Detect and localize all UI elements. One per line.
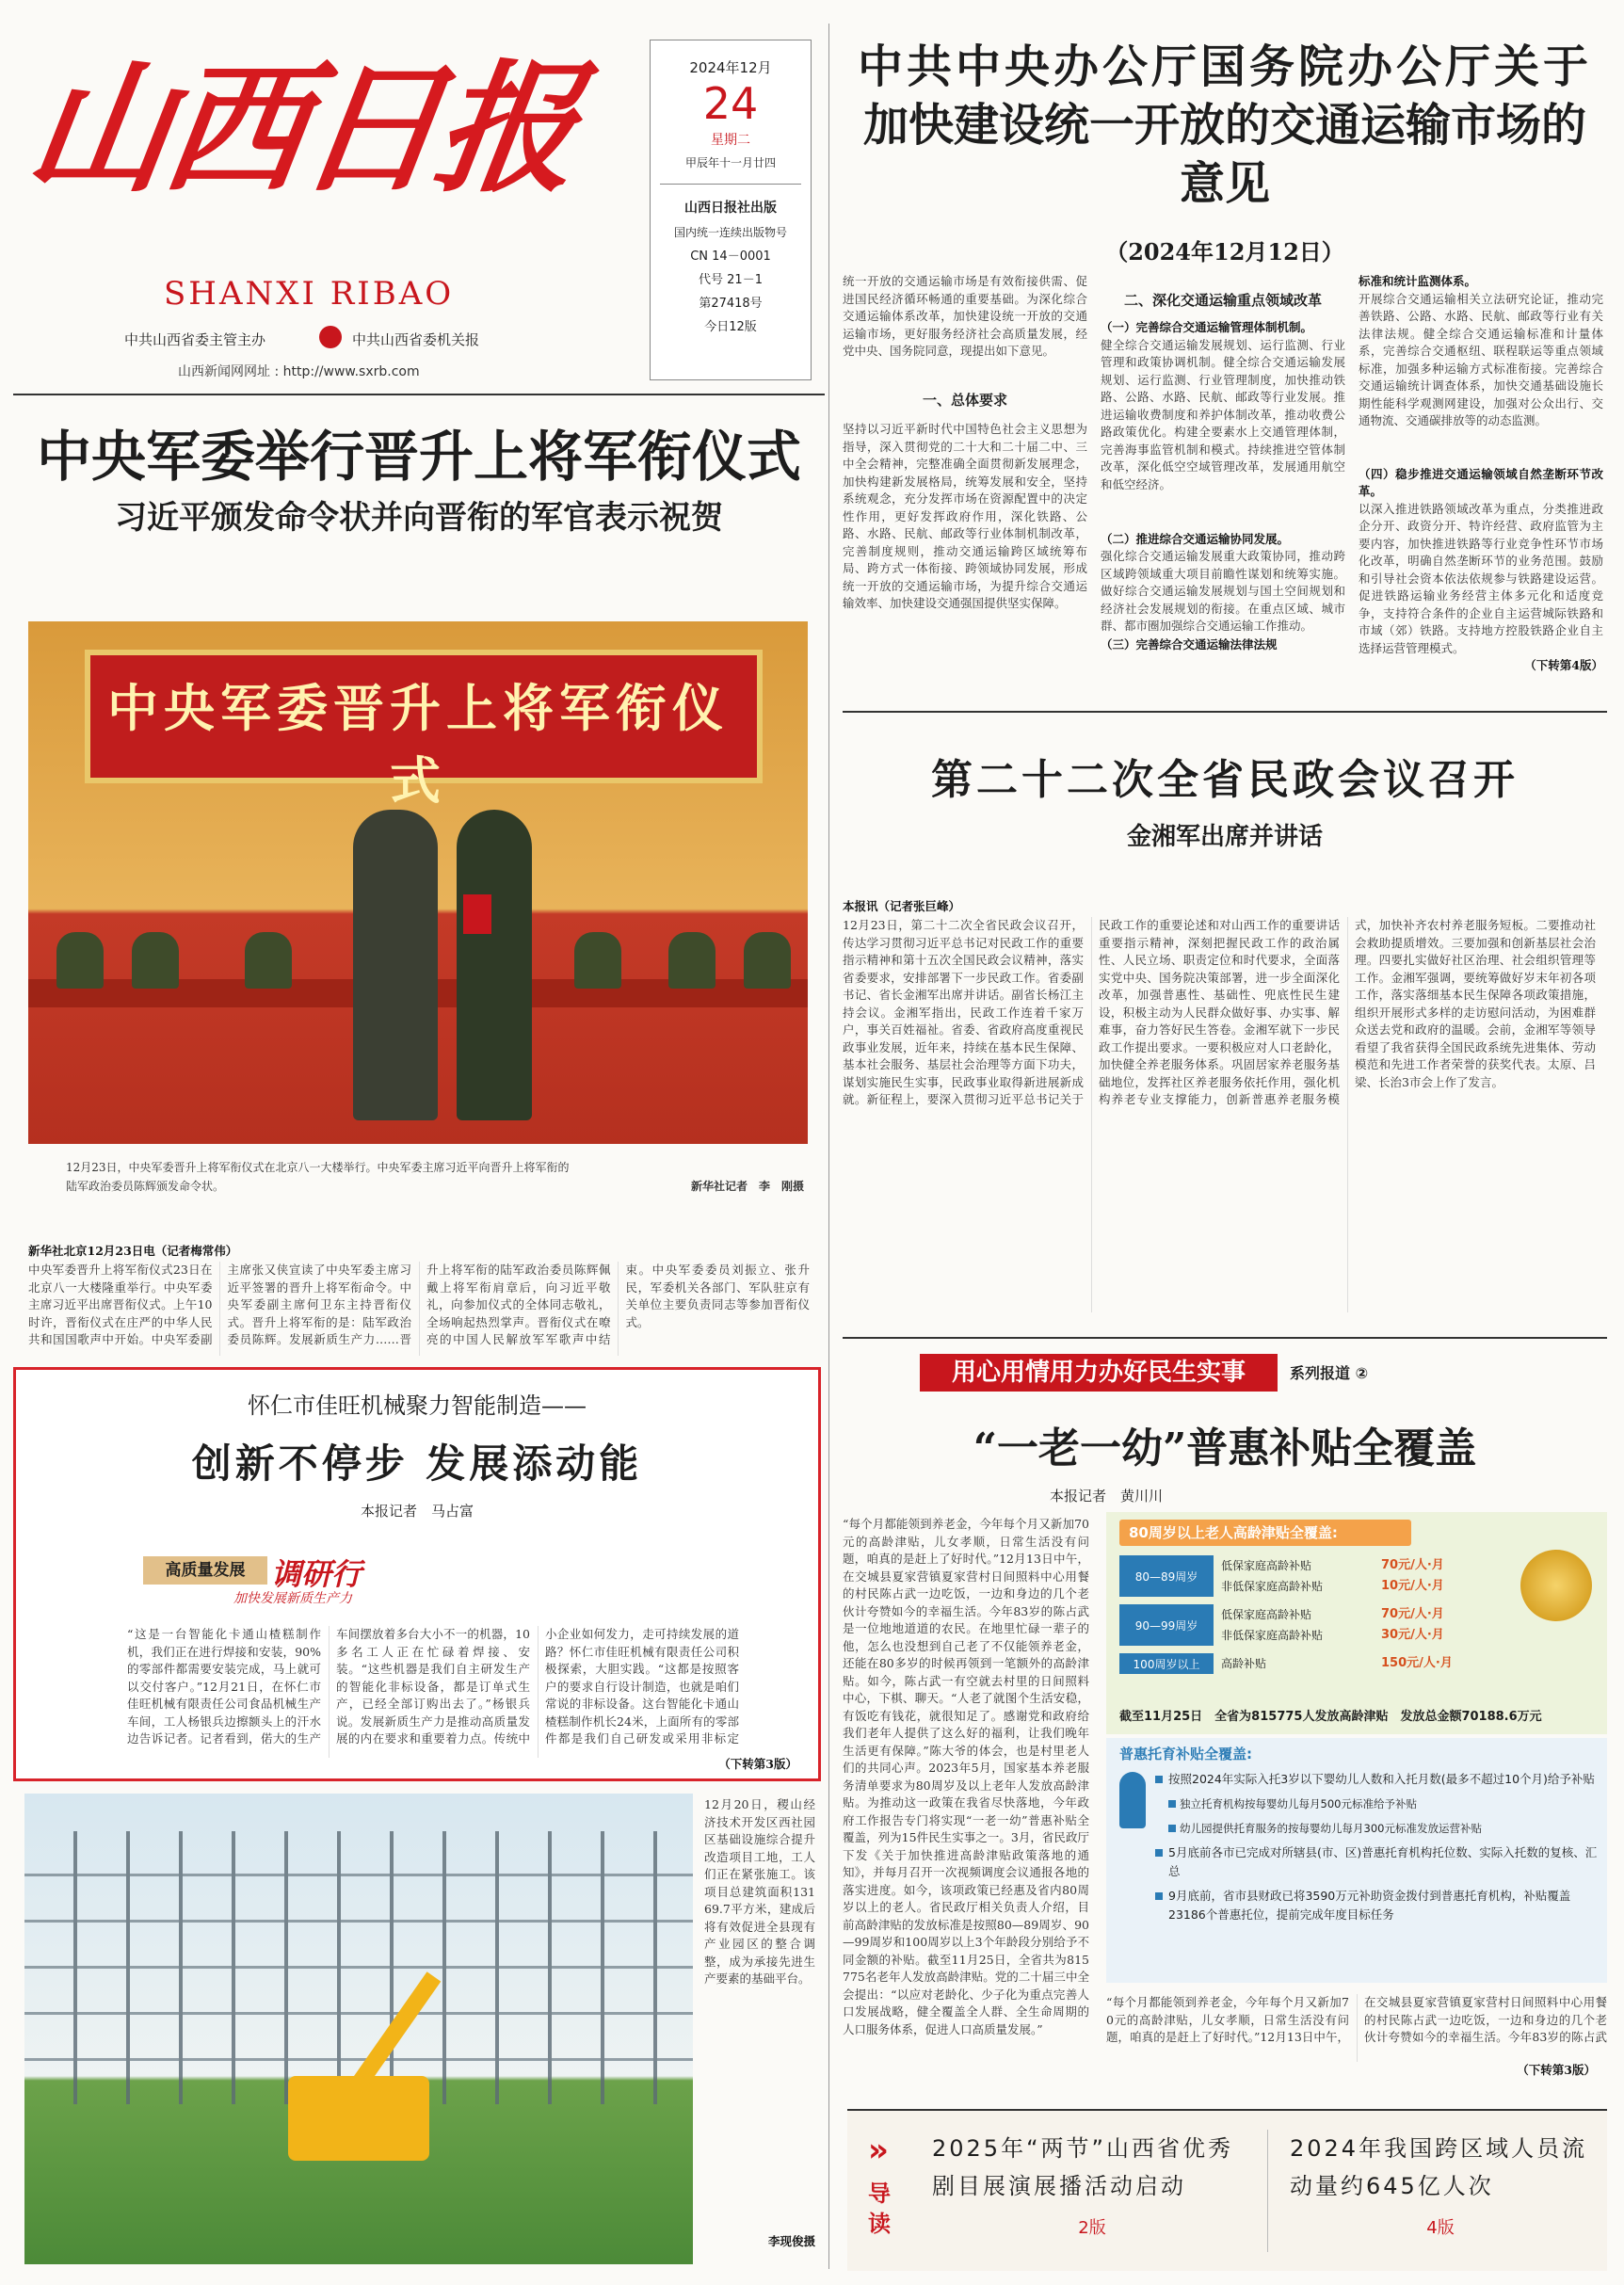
army-byline: 新华社北京12月23日电（记者梅常伟） [28, 1244, 238, 1258]
date-day: 24 [702, 78, 759, 129]
construction-credit: 李现俊摄 [767, 2234, 815, 2248]
guide-label: 导读 [868, 2180, 891, 2237]
childcare-subsidy-box [1106, 1738, 1607, 1983]
feature-badge [143, 1551, 444, 1611]
army-article [13, 410, 825, 1360]
guide-chevron-icon: » [868, 2132, 889, 2169]
childcare-items [1155, 1770, 1598, 1930]
elderly-subsidy-type: 低保家庭高龄补贴 [1221, 1559, 1312, 1572]
sponsor-right: 中共山西省委机关报 [352, 331, 480, 348]
elderly-age-group: 80—89周岁 [1119, 1555, 1214, 1597]
photo-caption: 12月23日，中央军委晋升上将军衔仪式在北京八一大楼举行。中央军委主席习近平向晋升上将军衔的陆军政治委员陈辉颁发命令状。 [66, 1161, 570, 1193]
masthead [13, 13, 639, 380]
childcare-item: 5月底前各市已完成对所辖县(市、区)普惠托育机构托位数、实际入托数的复核、汇总 [1155, 1843, 1598, 1881]
standing-figure-left [353, 810, 438, 1120]
feature-box [13, 1367, 821, 1781]
elderly-subsidy-amount: 30元/人·月 [1381, 1628, 1444, 1642]
army-text: 中央军委晋升上将军衔仪式23日在北京八一大楼隆重举行。中央军委主席习近平出席晋衔仪式。上午10时许，晋衔仪式在庄严的中华人民共和国国歌声中开始。中央军委副主席张又侠宣读了中央军委主席习近平签署的晋升上将军衔命令。中央军委副主席何卫东主持晋衔仪式。晋升上将军衔的是：陆军政治委员陈辉。发展新质生产力……晋升上将军衔的陆军政治委员陈辉佩戴上将军衔肩章后，向习近平敬礼，向参加仪式的全体同志敬礼，全场响起热烈掌声。晋衔仪式在嘹亮的中国人民解放军军歌声中结束。中央军委委员刘振立、张升民，军委机关各部门、军队驻京有关单位主要负责同志等参加晋衔仪式。 [28, 1263, 810, 1346]
lead-sub-4: 标准和统计监测体系。 [1359, 274, 1477, 288]
lead-continue: （下转第4版） [1524, 657, 1603, 672]
elderly-box-title: 80周岁以上老人高龄津贴全覆盖: [1119, 1520, 1411, 1546]
civil-text: 12月23日，第二十二次全省民政会议召开，传达学习贯彻习近平总书记对民政工作的重要指示精神和第十五次全国民政会议精神，落实省委要求，安排部署下一步民政工作。省委副书记、省长金湘军出席并讲话。副省长杨江主持会议。金湘军指出，民政工作连着千家万户，事关百姓福祉。省委、省政府高度重视民政事业发展，近年来，持续在基本民生保障、基本社会服务、基层社会治理等方面下功夫，谋划实施民生实事，民政事业取得新进展新成就。新征程上，要深入贯彻习近平总书记关于民政工作的重要论述和对山西工作的重要讲话重要指示精神，深刻把握民政工作的政治属性、人民立场、职责定位和时代要求，全面落实党中央、国务院决策部署，进一步全面深化改革，加强普惠性、基础性、兜底性民生建设，积极主动为人民群众做好事、办实事、解难事，奋力答好民生答卷。金湘军就下一步民政工作提出要求。一要积极应对人口老龄化，加快健全养老服务体系。巩固居家养老服务基础地位，发挥社区养老服务依托作用，强化机构养老专业支撑能力，创新普惠养老服务模式，加快补齐农村养老服务短板。二要推动社会救助提质增效。三要加强和创新基层社会治理。四要扎实做好社区治理、社会组织管理等工作。金湘军强调，要统筹做好岁末年初各项工作，落实落细基本民生保障各项政策措施，组织开展形式多样的走访慰问活动，为困难群众送去党和政府的温暖。会前，金湘军等领导看望了我省获得全国民政系统先进集体、劳动模范和先进工作者荣誉的获奖代表。太原、吕梁、长治3市会上作了发言。 [843, 918, 1596, 1106]
page-count: 今日12版 [704, 320, 757, 334]
lead-text-coord: 强化综合交通运输发展重大政策协同，推动跨区域跨领域重大项目前瞻性谋划和统筹实施。做好综合交通运输发展规划与国土空间规划和经济社会发展规划的衔接。在重点区域、城市群、都市圈加强综合交通运输工作推动。 [1101, 549, 1345, 633]
feature-text: “这是一台智能化卡通山楂糕制作机，我们正在进行焊接和安装，90%的零部件都需要安装完成，马上就可以交付客户。”12月21日，在怀仁市佳旺机械有限责任公司食品机械生产车间，工人杨银兵边擦额头上的汗水边告诉记者。记者看到，偌大的生产车间摆放着多台大小不一的机器，10多名工人正在忙碌着焊接、安装。“这些机器是我们自主研发生产的智能化非标设备，都是订单式生产，已经全部订购出去了。”杨银兵说。发展新质生产力是推动高质量发展的内在要求和重要着力点。传统中小企业如何发力，走可持续发展的道路？怀仁市佳旺机械有限责任公司积极探索，大胆实践。“这都是按照客户的要求自行设计制造，也就是咱们常说的非标设备。这台智能化卡通山楂糕制作机长24米，上面所有的零部件都是我们自己研发或采用非标定 [127, 1627, 739, 1746]
lead-section-two: 二、深化交通运输重点领域改革 [1123, 292, 1322, 309]
elderly-subsidy-type: 高龄补贴 [1221, 1657, 1267, 1670]
certificate [463, 894, 491, 934]
lead-date: （2024年12月12日） [1105, 238, 1344, 266]
lead-text-principles: 坚持以习近平新时代中国特色社会主义思想为指导，深入贯彻党的二十大和二十届二中、三中全会精神，完整准确全面贯彻新发展理念，加快构建新发展格局，统筹发展和安全，坚持系统观念，充分发挥市场在资源配置中的决定性作用，更好发挥政府作用，深化铁路、公路、水路、民航、邮政等行业体制机制改革，完善制度规则，推动交通运输跨区域统筹布局、跨方式一体衔接、跨领域协同发展，形成统一开放的交通运输市场，为提升综合交通运输效率、加快建设交通强国提供坚实保障。 [843, 422, 1087, 610]
bullet-icon [1155, 1892, 1163, 1900]
elderly-age-group: 90—99周岁 [1119, 1604, 1214, 1646]
lead-sub-1: （一）完善综合交通运输管理体制机制。 [1101, 320, 1313, 334]
elderly-rows [1119, 1555, 1496, 1682]
sponsor-left: 中共山西省委主管主办 [124, 331, 266, 348]
website: 山西新闻网网址 : http://www.sxrb.com [178, 364, 420, 379]
series-title: 用心用情用力办好民生实事 [920, 1354, 1278, 1392]
bullet-icon [1168, 1800, 1176, 1808]
elderly-subsidy-amount: 70元/人·月 [1381, 1558, 1444, 1572]
lunar-date: 甲辰年十一月廿四 [684, 156, 776, 169]
childcare-item: 独立托育机构按每婴幼儿每月500元标准给予补贴 [1155, 1794, 1598, 1813]
guide-box [847, 2109, 1607, 2271]
officer-figure [744, 932, 791, 989]
guide-item-2-title[interactable]: 2024年我国跨区域人员流动量约645亿人次 [1290, 2135, 1588, 2199]
guide-item-1-page[interactable]: 2版 [1078, 2218, 1106, 2238]
childcare-item: 按照2024年实际入托3岁以下婴幼儿人数和入托月数(最多不超过10个月)给予补贴 [1155, 1770, 1598, 1789]
army-subhead: 习近平颁发命令状并向晋衔的军官表示祝贺 [115, 499, 723, 537]
elderly-age-group: 100周岁以上 [1119, 1653, 1214, 1674]
series-label: 系列报道 ② [1290, 1364, 1369, 1382]
guide-item-1-title[interactable]: 2025年“两节”山西省优秀剧目展演展播活动启动 [932, 2135, 1233, 2199]
lead-text-system: 健全综合交通运输发展规划、运行监测、行业管理和政策协调机制。健全综合交通运输发展规划、运行监测、行业管理制度，加快推动铁路、公路、水路、民航、邮政等行业发展。推进运输收费制度和养护体制改革，推动收费公路政策优化。构建全要素水上交通管理体制，完善海事监管机制和模式。持续推进空管体制改革，深化低空空域管理改革，发展通用航空和低空经济。 [1101, 337, 1345, 491]
elderly-subsidy-type: 非低保家庭高龄补贴 [1221, 1629, 1324, 1642]
officer-figure [132, 932, 179, 989]
elderly-subsidy-amount: 150元/人·月 [1381, 1656, 1453, 1670]
party-emblem-icon [319, 326, 342, 348]
bullet-icon [1168, 1825, 1176, 1832]
construction-caption: 12月20日，稷山经济技术开发区西社园区基础设施综合提升改造项目工地，工人们正在紧张施工。该项目总建筑面积13169.7平方米，建成后将有效促进全县现有产业园区的整合调整，成为承接先进生产要素的基础平台。 [704, 1797, 815, 1986]
subsidy-headline: “一老一幼”普惠补贴全覆盖 [973, 1424, 1477, 1472]
officer-figure [245, 932, 292, 989]
masthead-title: 山西日报 [18, 46, 585, 212]
childcare-item: 9月底前，省市县财政已将3590万元补助资金拨付到普惠托育机构，补贴覆盖23186个普惠托位，提前完成年度目标任务 [1155, 1887, 1598, 1924]
issn-label: 国内统一连续出版物号 [673, 226, 787, 239]
lead-headline-2: 加快建设统一开放的交通运输市场的意见 [862, 99, 1586, 210]
subsidy-continue: （下转第3版） [1517, 2063, 1596, 2077]
lead-section-general: 一、总体要求 [922, 392, 1007, 409]
elderly-row [1119, 1555, 1496, 1597]
lead-text-standards: 开展综合交通运输相关立法研究论证，推动完善铁路、公路、水路、民航、邮政等行业有关法律法规。健全综合交通运输标准和计量体系，完善综合交通枢纽、联程联运等重点领域标准，加强多种运输方式标准衔接。完善综合交通运输统计调查体系，加快交通基础设施长期性能科学观测网建设，加强对公众出行、交通物流、交通碳排放等的动态监测。 [1359, 291, 1603, 427]
steel-frame [24, 1831, 693, 2104]
elderly-row [1119, 1653, 1496, 1674]
masthead-roman: SHANXI RIBAO [164, 275, 455, 313]
subsidy-text-2: “每个月都能领到养老金，今年每个月又新加70元的高龄津贴，儿女孝顺，日常生活没有问题，咱真的是赶上了好时代。”12月13日中午，在交城县夏家营镇夏家营村日间照料中心用餐的村民陈占武一边吃饭，一边和身边的几个老伙计夸赞如今的幸福生活。今年83岁的陈占武 [1106, 1995, 1607, 2044]
weekday: 星期二 [711, 133, 750, 148]
cn-number: CN 14－0001 [690, 249, 771, 264]
date-info-box [650, 40, 812, 380]
lead-headline-1: 中共中央办公厅国务院办公厅关于 [857, 40, 1592, 93]
lead-article [843, 38, 1607, 711]
childcare-item: 幼儿园提供托育服务的按每婴幼儿每月300元标准发放运营补贴 [1155, 1819, 1598, 1838]
civil-subhead: 金湘军出席并讲话 [1126, 823, 1323, 851]
photo-banner-text: 中央军委晋升上将军衔仪式 [107, 679, 729, 811]
officer-figure [56, 932, 104, 989]
child-icon [1119, 1772, 1146, 1828]
ceremony-photo [28, 621, 808, 1144]
subsidy-byline: 本报记者 黄川川 [1049, 1488, 1163, 1505]
subsidy-text-1: “每个月都能领到养老金，今年每个月又新加70元的高龄津贴，儿女孝顺，日常生活没有问题，咱真的是赶上了好时代。”12月13日中午，在交城县夏家营镇夏家营村日间照料中心用餐的村民陈占武一边吃饭，一边和身边的几个老伙计夸赞如今的幸福生活。今年83岁的陈占武是一位地地道道的农民。在地里忙碌一辈子的他，怎么也没想到自己老了不仅能领养老金，还能在80多岁的时候再领到一笔额外的高龄津贴。如今，陈占武一有空就去村里的日间照料中心，下棋、聊天。“人老了就图个生活安稳，有饭吃有钱花，就很知足了。感谢党和政府给我们老年人提供了这么好的福利，让我们晚年生活更有保障。”陈大爷的体会，也是村里老人们的共同心声。2023年5月，国家基本养老服务清单要求为80周岁及以上老年人发放高龄津贴。为推动这一政策在我省尽快落地，今年政府工作报告专门将实现“一老一幼”普惠补贴全覆盖，列为15件民生实事之一。3月，省民政厅下发《关于加快推进高龄津贴政策落地的通知》，并每月召开一次视频调度会议通报各地的落实进度。如今，该项政策已经惠及省内80周岁以上的老人。省民政厅相关负责人介绍，目前高龄津贴的发放标准是按照80—89周岁、90—99周岁和100周岁以上3个年龄段分别给予不同金额的补贴。截至11月25日，全省共为815775名老年人发放高龄津贴。党的二十届三中全会提出：“以应对老龄化、少子化为重点完善人口发展战略，健全覆盖全人群、全生命周期的人口服务体系，促进人口高质量发展。” [843, 1517, 1089, 2036]
officer-figure [668, 932, 716, 989]
feature-byline: 本报记者 马占富 [360, 1503, 474, 1520]
army-headline: 中央军委举行晋升上将军衔仪式 [36, 425, 801, 489]
feature-continue: （下转第3版） [718, 1757, 797, 1771]
elderly-box-footer: 截至11月25日 全省为815775人发放高龄津贴 发放总金额70188.6万元 [1119, 1710, 1542, 1724]
issue-number: 第27418号 [699, 297, 763, 311]
subsidy-article [843, 1346, 1607, 2100]
date-line: 2024年12月 [689, 59, 772, 76]
elderly-subsidy-box [1106, 1512, 1607, 1734]
standing-figure-right [457, 810, 532, 1120]
civil-article [843, 725, 1607, 1328]
lead-intro: 统一开放的交通运输市场是有效衔接供需、促进国民经济循环畅通的重要基础。为深化综合交通运输体系改革，加快建设统一开放的交通运输市场，更好服务经济社会高质量发展，经党中央、国务院同意，现提出如下意见。 [843, 274, 1087, 358]
bullet-icon [1155, 1849, 1163, 1857]
lead-sub-3: （三）完善综合交通运输法律法规 [1101, 637, 1278, 652]
elderly-subsidy-amount: 70元/人·月 [1381, 1607, 1444, 1621]
coins-graphic [1520, 1550, 1592, 1621]
civil-byline: 本报讯（记者张巨峰） [843, 899, 961, 913]
feature-kicker: 怀仁市佳旺机械聚力智能制造—— [248, 1392, 587, 1419]
construction-photo [24, 1794, 693, 2264]
postal-code: 代号 21－1 [699, 273, 763, 287]
photo-credit: 新华社记者 李 刚摄 [690, 1180, 804, 1193]
civil-headline: 第二十二次全省民政会议召开 [931, 756, 1519, 804]
feature-headline: 创新不停步 发展添动能 [191, 1440, 643, 1487]
publisher: 山西日报社出版 [684, 201, 777, 216]
lead-sub-5: （四）稳步推进交通运输领域自然垄断环节改革。 [1359, 466, 1603, 498]
bullet-icon [1155, 1776, 1163, 1783]
lead-text-monopoly: 以深入推进铁路领域改革为重点，分类推进政企分开、政资分开、特许经营、政府监管为主要内容，加快推进铁路等行业竞争性环节市场化改革，明确自然垄断环节的业务范围。鼓励和引导社会资本依法依规参与铁路建设运营。促进铁路运输业务经营主体多元化和适度竞争，支持符合条件的企业自主运营城际铁路和市域（郊）铁路。支持地方控股铁路企业自主选择运营管理模式。 [1359, 501, 1603, 655]
badge-left: 高质量发展 [143, 1556, 267, 1585]
childcare-box-title: 普惠托育补贴全覆盖: [1119, 1746, 1252, 1762]
lead-sub-2: （二）推进综合交通运输协同发展。 [1101, 531, 1290, 546]
badge-sub: 加快发展新质生产力 [233, 1591, 352, 1606]
elderly-subsidy-type: 非低保家庭高龄补贴 [1221, 1580, 1324, 1593]
officer-figure [574, 932, 621, 989]
elderly-subsidy-amount: 10元/人·月 [1381, 1579, 1444, 1593]
badge-right: 调研行 [271, 1556, 362, 1592]
elderly-subsidy-type: 低保家庭高龄补贴 [1221, 1608, 1312, 1621]
guide-item-2-page[interactable]: 4版 [1426, 2218, 1455, 2238]
elderly-row [1119, 1604, 1496, 1646]
